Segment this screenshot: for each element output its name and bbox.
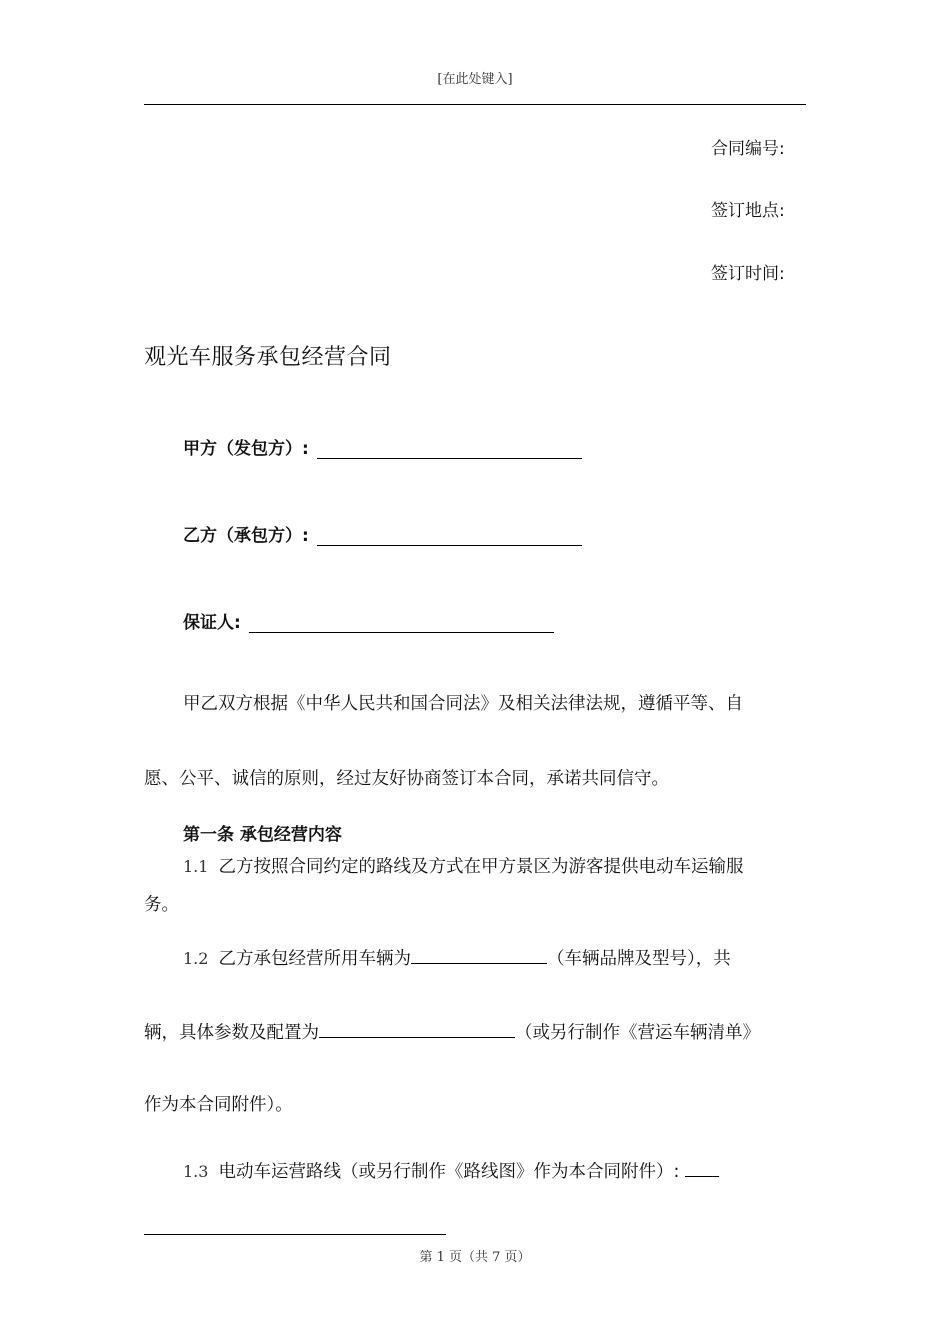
guarantor-row <box>183 608 554 633</box>
article-1-heading: 第一条 承包经营内容 <box>183 825 342 845</box>
clause-1-2-number: 1.2 <box>183 949 209 968</box>
footnote-divider <box>144 1234 446 1235</box>
clause-1-1-line-1 <box>183 859 743 877</box>
guarantor-label: 保证人: <box>183 613 241 633</box>
party-b-label: 乙方（承包方）: <box>183 526 309 546</box>
vehicle-model-blank <box>411 947 547 964</box>
header-divider <box>144 104 806 105</box>
clause-1-1-number: 1.1 <box>183 857 209 876</box>
clause-1-2-text-b: （车辆品牌及型号），共 <box>546 949 731 969</box>
clause-1-3-text: 电动车运营路线（或另行制作《路线图》作为本合同附件）: <box>218 1162 680 1182</box>
sign-time-label: 签订时间: <box>711 264 785 284</box>
clause-1-2-text-d: （或另行制作《营运车辆清单》 <box>515 1023 760 1043</box>
party-b-blank <box>317 527 582 546</box>
clause-1-2-line-2 <box>144 1021 760 1043</box>
preamble-line-1: 甲乙双方根据《中华人民共和国合同法》及相关法律法规，遵循平等、自 <box>183 694 743 714</box>
preamble-line-2: 愿、公平、诚信的原则，经过友好协商签订本合同，承诺共同信守。 <box>144 769 669 789</box>
clause-1-1-text: 乙方按照合同约定的路线及方式在甲方景区为游客提供电动车运输服 <box>218 857 744 877</box>
page-header: [在此处键入] <box>437 72 513 87</box>
route-blank <box>685 1160 719 1177</box>
party-a-row <box>183 434 582 459</box>
guarantor-blank <box>249 614 554 633</box>
party-b-row <box>183 521 582 546</box>
clause-1-3-number: 1.3 <box>183 1162 209 1181</box>
clause-1-2-line-3: 作为本合同附件）。 <box>144 1095 293 1115</box>
clause-1-2-line-1 <box>183 947 731 969</box>
clause-1-1-line-2: 务。 <box>144 895 179 915</box>
document-title: 观光车服务承包经营合同 <box>144 345 392 370</box>
page-footer: 第 1 页（共 7 页） <box>419 1250 531 1265</box>
clause-1-2-text-c: 辆，具体参数及配置为 <box>144 1023 319 1043</box>
party-a-blank <box>317 440 582 459</box>
clause-1-3-line-1 <box>183 1160 719 1182</box>
vehicle-config-blank <box>319 1021 515 1038</box>
sign-place-label: 签订地点: <box>711 201 785 221</box>
contract-number-label: 合同编号: <box>711 139 785 159</box>
clause-1-2-text-a: 乙方承包经营所用车辆为 <box>218 949 411 969</box>
party-a-label: 甲方（发包方）: <box>183 439 309 459</box>
